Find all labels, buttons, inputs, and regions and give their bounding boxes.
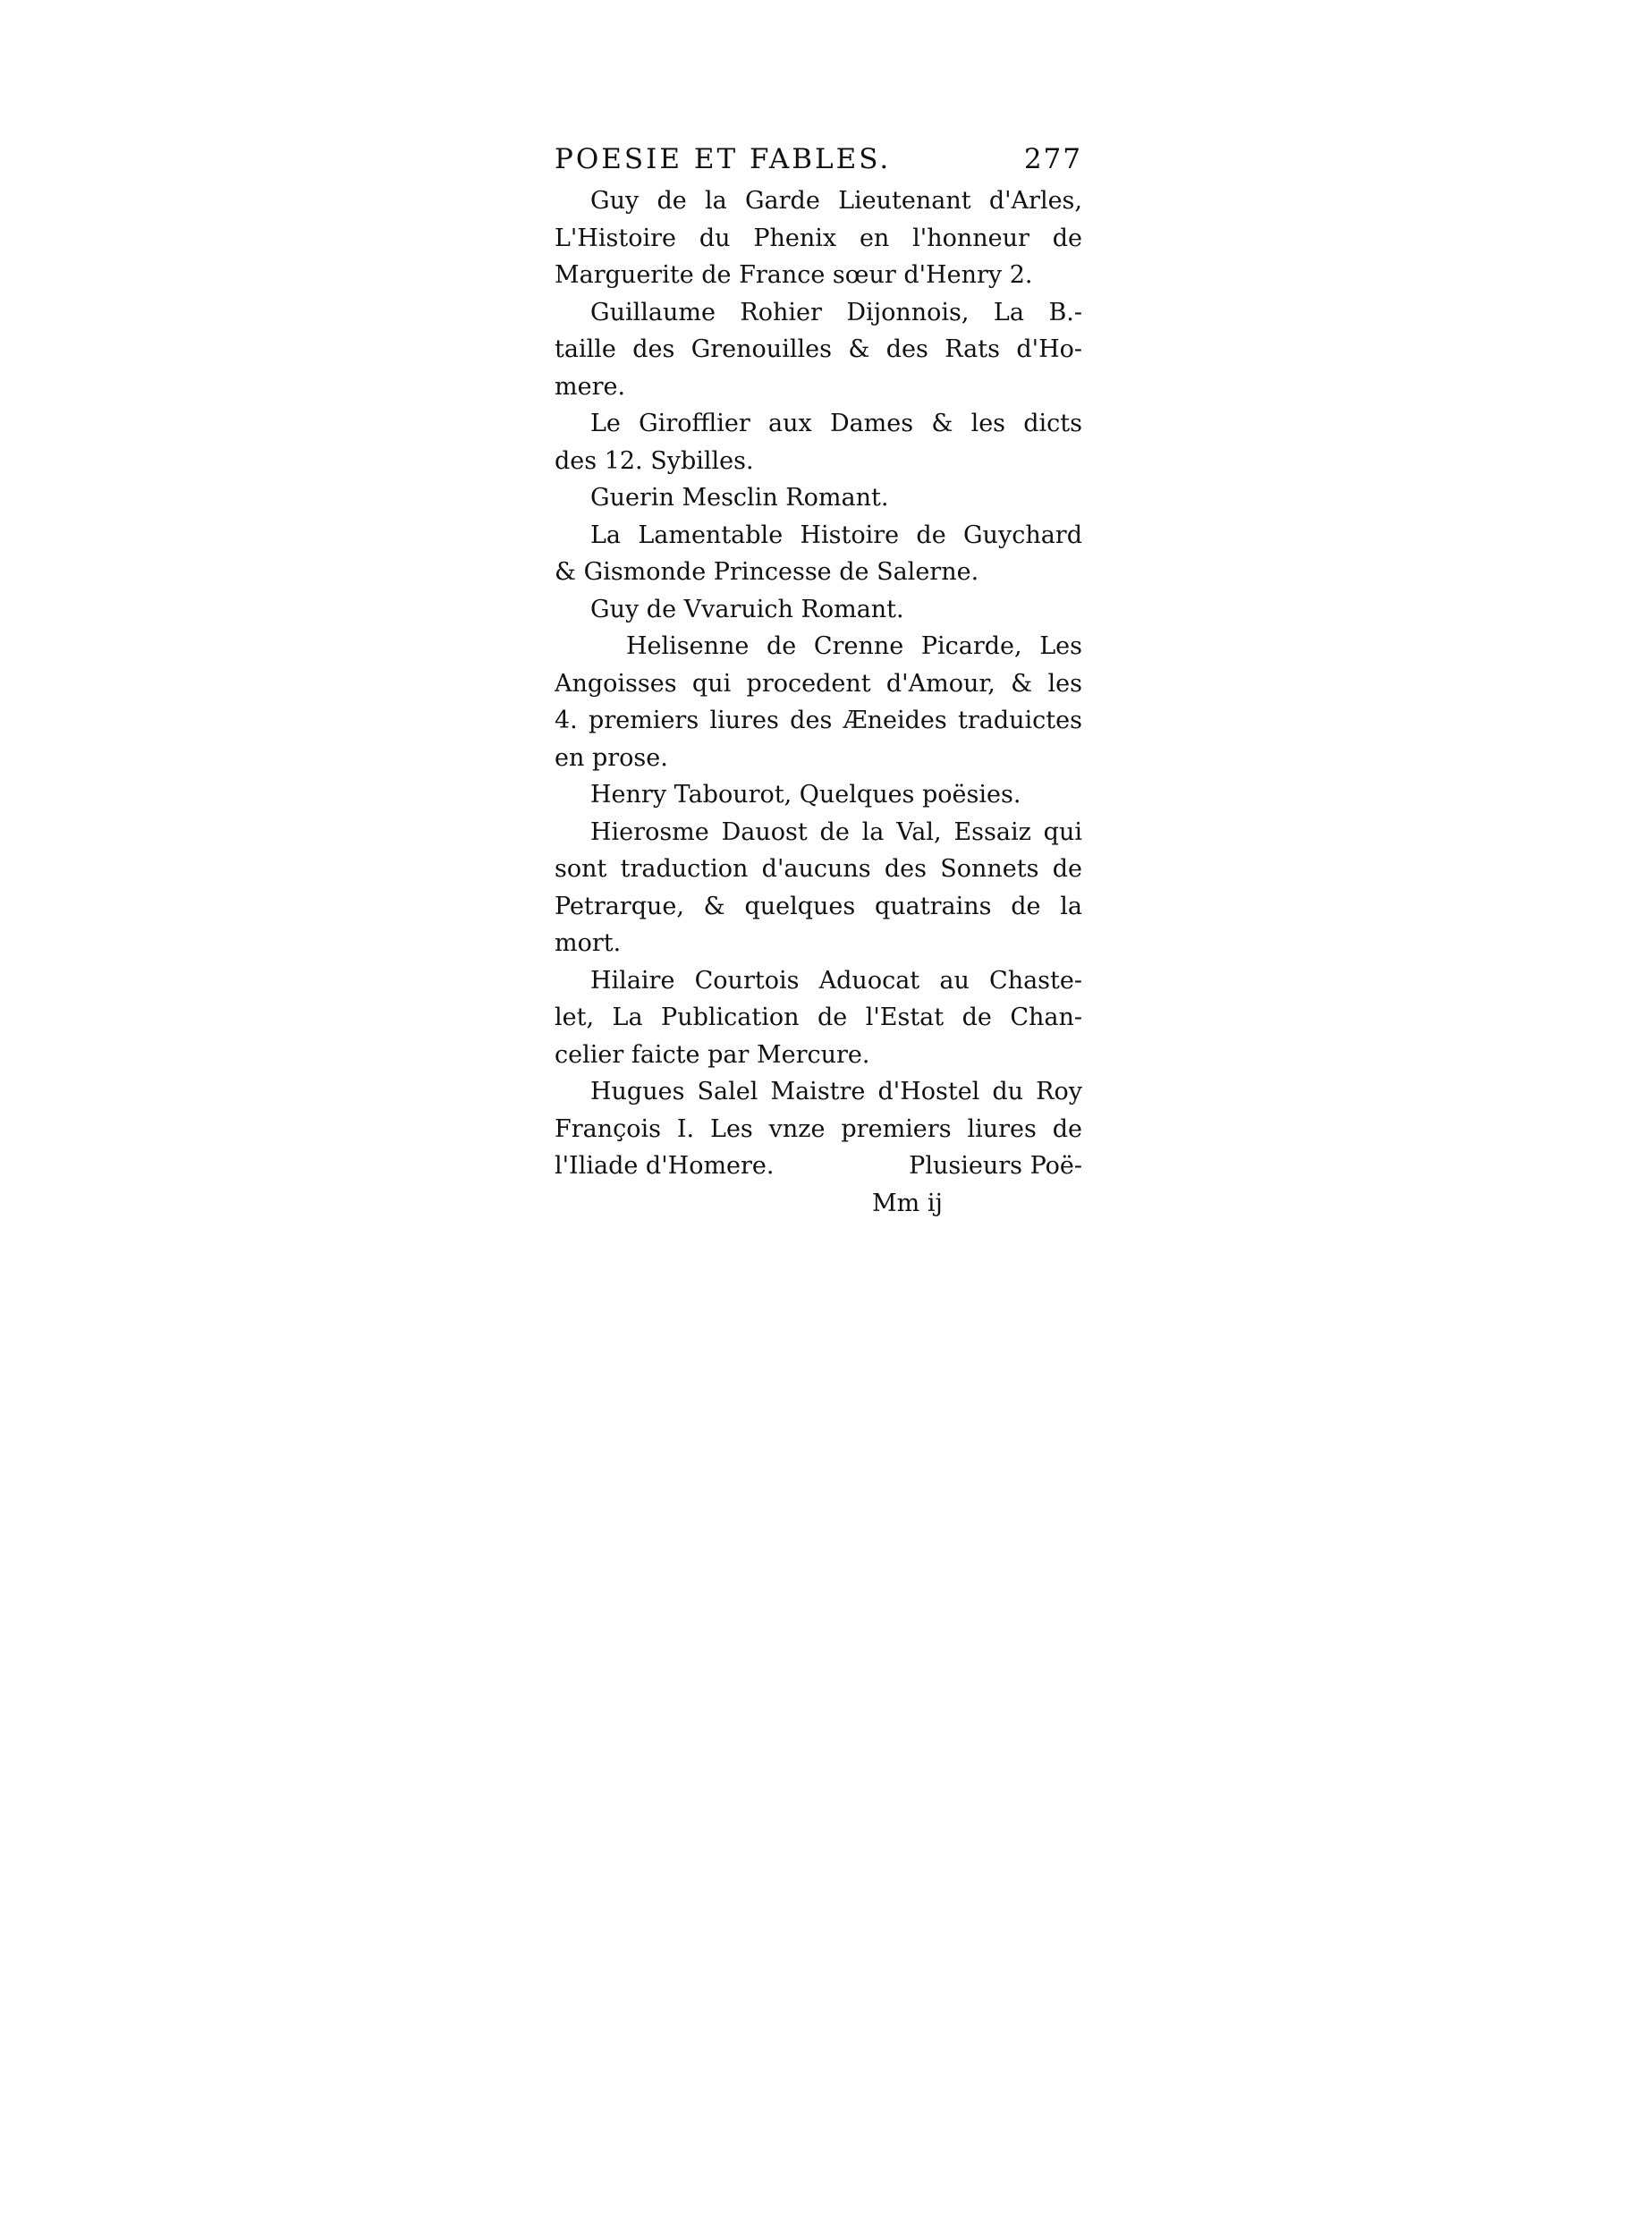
- entry-lamentable-histoire: [555, 517, 1082, 591]
- entry-line: Hilaire Courtois Aduocat au Chaste-: [590, 966, 1082, 995]
- entry-line: en prose.: [555, 743, 668, 772]
- entry-henry-tabourot: [555, 776, 1082, 814]
- entry-line-final: [555, 1148, 1082, 1185]
- entry-line: Guerin Mesclin Romant.: [590, 484, 889, 512]
- entry-line: La Lamentable Histoire de Guychard: [590, 521, 1082, 549]
- entry-line: celier faicte par Mercure.: [555, 1040, 870, 1069]
- signature-mark: Mm ij: [872, 1189, 943, 1217]
- entry-line: mere.: [555, 372, 626, 401]
- entry-line: Helisenne de Crenne Picarde, Les: [626, 632, 1082, 660]
- entry-line: Marguerite de France sœur d'Henry 2.: [555, 261, 1033, 289]
- entry-line: Henry Tabourot, Quelques poësies.: [590, 781, 1021, 809]
- entry-line: Hierosme Dauost de la Val, Essaiz qui: [590, 817, 1082, 846]
- entry-hierosme-dauost: [555, 814, 1082, 962]
- entry-line: Guy de la Garde Lieutenant d'Arles,: [590, 187, 1082, 215]
- entry-line: des 12. Sybilles.: [555, 446, 754, 475]
- entry-guerin-mesclin: [555, 479, 1082, 517]
- entry-girofflier: [555, 405, 1082, 479]
- entry-line: sont traduction d'aucuns des Sonnets de: [555, 855, 1082, 883]
- entry-line: François I. Les vnze premiers liures de: [555, 1114, 1082, 1143]
- entry-guy-de-vvaruich: [555, 591, 1082, 629]
- entry-hugues-salel: [555, 1073, 1082, 1185]
- catchword: Plusieurs Poë-: [909, 1152, 1082, 1180]
- page-text-block: [555, 143, 1082, 1223]
- entry-helisenne-de-crenne: [555, 628, 1082, 776]
- entry-guy-de-la-garde: [555, 182, 1082, 294]
- running-head: [555, 143, 1082, 182]
- entry-line: Petrarque, & quelques quatrains de la: [555, 892, 1082, 920]
- entry-line: Guy de Vvaruich Romant.: [590, 595, 904, 623]
- final-line-left: l'Iliade d'Homere.: [555, 1152, 775, 1180]
- entry-line: Guillaume Rohier Dijonnois, La B.-: [590, 298, 1082, 326]
- entry-line: Angoisses qui procedent d'Amour, & les: [555, 669, 1082, 698]
- entry-line: Hugues Salel Maistre d'Hostel du Roy: [590, 1078, 1082, 1105]
- entry-line: mort.: [555, 929, 622, 957]
- entry-hilaire-courtois: [555, 962, 1082, 1074]
- entry-line: 4. premiers liures des Æneides traduictes: [555, 707, 1082, 734]
- page-number: 277: [1023, 143, 1082, 175]
- entry-line: & Gismonde Princesse de Salerne.: [555, 558, 979, 586]
- entry-guillaume-rohier: [555, 294, 1082, 406]
- entry-line: L'Histoire du Phenix en l'honneur de: [555, 224, 1082, 252]
- entry-line: Le Girofflier aux Dames & les dicts: [590, 410, 1082, 437]
- running-head-title: POESIE ET FABLES.: [555, 143, 892, 175]
- entry-line: taille des Grenouilles & des Rats d'Ho-: [555, 335, 1082, 363]
- entry-line: let, La Publication de l'Estat de Chan-: [555, 1004, 1082, 1031]
